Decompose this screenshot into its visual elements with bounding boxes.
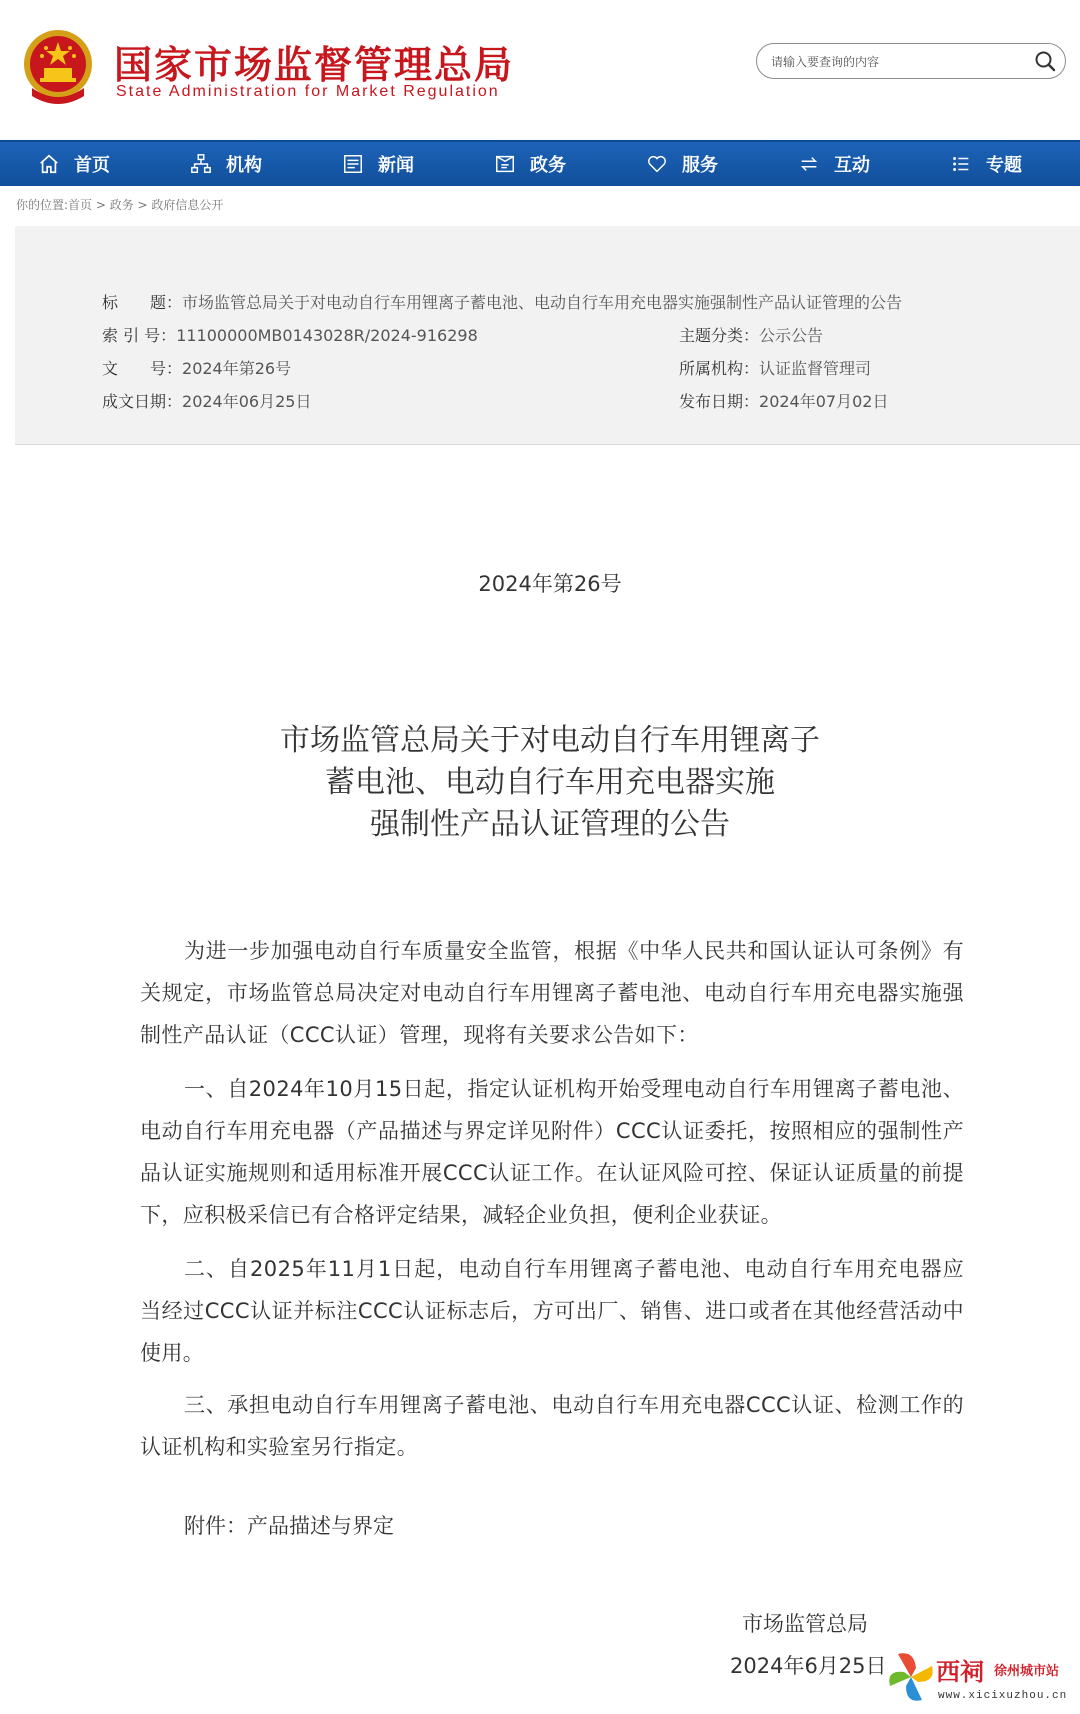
main-nav: [0, 140, 1080, 186]
org-chart-icon: [190, 153, 212, 175]
meta-published-value: 2024年07月02日: [759, 392, 889, 411]
meta-docno-label: 文 号：: [102, 359, 183, 378]
site-header: [0, 0, 1080, 138]
meta-title-row: [102, 290, 902, 313]
meta-created-row: [102, 389, 311, 412]
signature-date: 2024年6月25日: [730, 1654, 887, 1678]
document-title-line: 市场监管总局关于对电动自行车用锂离子: [280, 723, 820, 758]
meta-created-value: 2024年06月25日: [182, 392, 312, 411]
nav-item-interaction[interactable]: [798, 142, 870, 186]
meta-docno-row: [102, 356, 291, 379]
site-logo-title[interactable]: 国家市场监督管理总局: [114, 43, 515, 87]
exchange-icon: [798, 153, 820, 175]
national-emblem-icon[interactable]: [22, 28, 94, 108]
watermark-brand: 西祠: [936, 1657, 984, 1686]
home-icon: [38, 153, 60, 175]
meta-index-label: 索 引 号：: [102, 326, 177, 345]
breadcrumb[interactable]: 你的位置:首页 > 政务 > 政府信息公开: [16, 198, 224, 212]
document-metadata: [15, 226, 1080, 445]
government-icon: [494, 153, 516, 175]
pinwheel-logo-icon: [886, 1650, 936, 1704]
meta-title-value: 市场监管总局关于对电动自行车用锂离子蓄电池、电动自行车用充电器实施强制性产品认证管理的公告: [182, 293, 903, 312]
paragraph-item-3: 三、承担电动自行车用锂离子蓄电池、电动自行车用充电器CCC认证、检测工作的认证机构和实验室另行指定。: [140, 1393, 964, 1459]
nav-item-label: 机构: [226, 155, 262, 176]
watermark-subtitle: 徐州城市站: [994, 1664, 1060, 1679]
paragraph-item-1: 一、自2024年10月15日起，指定认证机构开始受理电动自行车用锂离子蓄电池、电动自行车用充电器（产品描述与界定详见附件）CCC认证委托，按照相应的强制性产品认证实施规则和适用标准开展CCC认证工作。在认证风险可控、保证认证质量的前提下，应积极采信已有合格评定结果，减轻企业负担，便利企业获证。: [140, 1077, 964, 1227]
nav-item-home[interactable]: [38, 142, 110, 186]
heart-icon: [646, 153, 668, 175]
nav-item-label: 新闻: [378, 155, 414, 176]
attachment-link[interactable]: 附件：产品描述与界定: [184, 1514, 394, 1538]
newspaper-icon: [342, 153, 364, 175]
nav-item-services[interactable]: [646, 142, 718, 186]
list-icon: [950, 153, 972, 175]
nav-item-label: 互动: [834, 155, 870, 176]
meta-docno-value: 2024年第26号: [182, 359, 292, 378]
nav-item-topics[interactable]: [950, 142, 1022, 186]
meta-org-label: 所属机构：: [679, 359, 760, 378]
paragraph-item-2: 二、自2025年11月1日起，电动自行车用锂离子蓄电池、电动自行车用充电器应当经过CCC认证并标注CCC认证标志后，方可出厂、销售、进口或者在其他经营活动中使用。: [140, 1257, 964, 1365]
meta-published-label: 发布日期：: [679, 392, 760, 411]
nav-item-news[interactable]: [342, 142, 414, 186]
search-box: [756, 43, 1066, 79]
signature: 市场监管总局: [742, 1612, 868, 1636]
document-title: [0, 720, 1080, 846]
meta-org-value: 认证监督管理司: [759, 359, 872, 378]
meta-topic-label: 主题分类：: [679, 326, 760, 345]
nav-item-label: 专题: [986, 155, 1022, 176]
nav-item-label: 首页: [74, 155, 110, 176]
meta-index-row: [102, 323, 478, 346]
nav-item-label: 服务: [682, 155, 718, 176]
meta-topic-row: [679, 323, 823, 346]
meta-topic-value: 公示公告: [759, 326, 824, 345]
document-title-line: 强制性产品认证管理的公告: [370, 807, 730, 842]
meta-index-value: 11100000MB0143028R/2024-916298: [176, 326, 478, 345]
site-logo-subtitle: State Administration for Market Regulation: [116, 83, 500, 100]
meta-published-row: [679, 389, 888, 412]
search-icon[interactable]: [1033, 49, 1057, 73]
watermark: [886, 1646, 1080, 1714]
watermark-url: www.xicixuzhou.cn: [938, 1690, 1068, 1702]
document-number: 2024年第26号: [478, 572, 622, 596]
meta-title-label: 标 题：: [102, 293, 183, 312]
search-input[interactable]: [769, 51, 1023, 73]
document-title-line: 蓄电池、电动自行车用充电器实施: [325, 765, 775, 800]
paragraph-intro: 为进一步加强电动自行车质量安全监管，根据《中华人民共和国认证认可条例》有关规定，市场监管总局决定对电动自行车用锂离子蓄电池、电动自行车用充电器实施强制性产品认证（CCC认证）管理，现将有关要求公告如下：: [140, 939, 964, 1047]
nav-item-government-affairs[interactable]: [494, 142, 566, 186]
nav-item-label: 政务: [530, 155, 566, 176]
meta-org-row: [679, 356, 871, 379]
nav-item-organization[interactable]: [190, 142, 262, 186]
meta-created-label: 成文日期：: [102, 392, 183, 411]
